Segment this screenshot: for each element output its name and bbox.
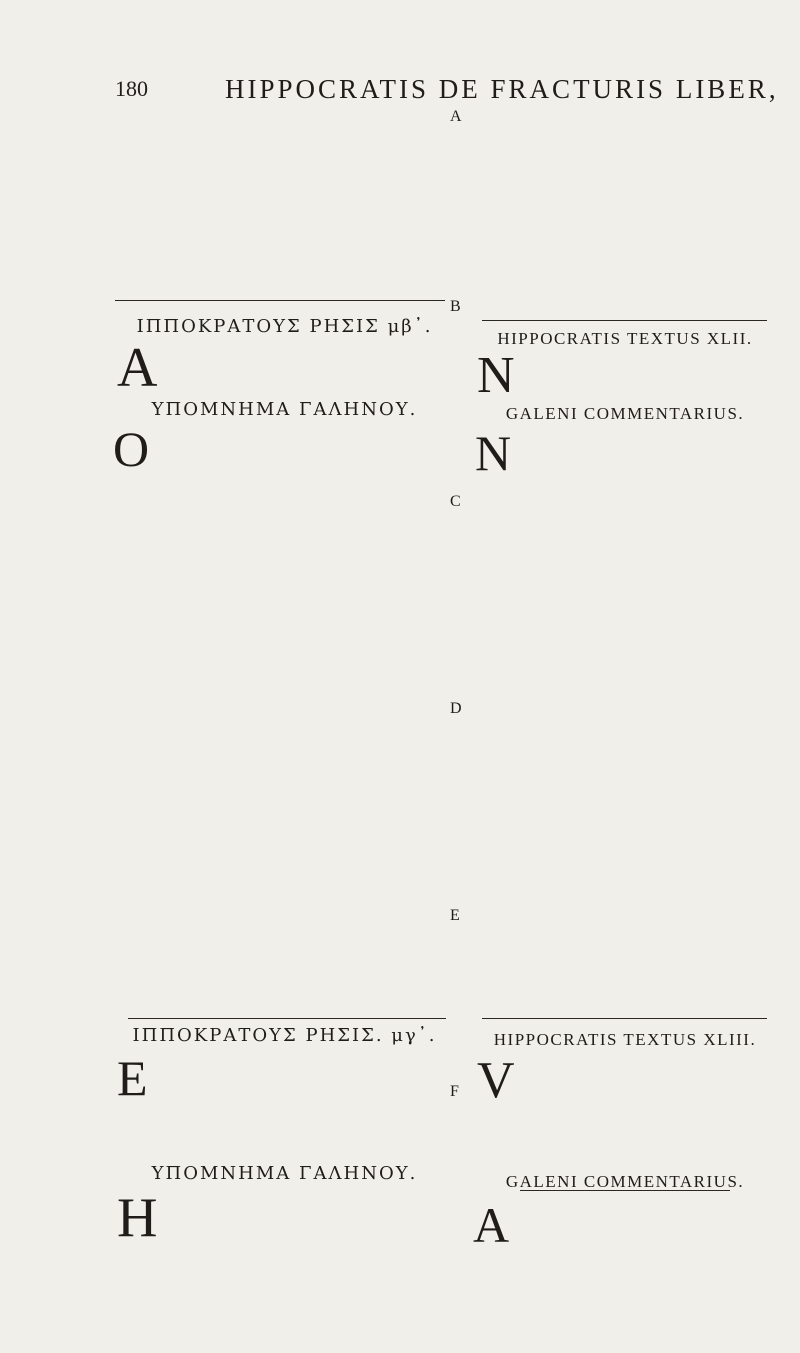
drop-cap: A [473, 1197, 510, 1253]
margin-letter-d: D [450, 700, 462, 717]
galen-commentary-heading-latin: GALENI COMMENTARIUS. [505, 404, 745, 423]
margin-letter-e: E [450, 907, 460, 924]
section-rule [482, 1018, 767, 1019]
margin-letter-c: C [450, 493, 461, 510]
drop-cap: Ο [113, 421, 150, 477]
margin-letter-f: F [450, 1083, 459, 1100]
margin-letter-a: A [450, 108, 462, 125]
galen-commentary-heading-greek: ΥΠΟΜΝΗΜΑ ΓΑΛΗΝΟΥ. [151, 399, 418, 420]
section-rule [128, 1018, 446, 1019]
galen-commentary-heading-latin-2: GALENI COMMENTARIUS. [505, 1172, 745, 1191]
galen-commentary-heading-greek-2: ΥΠΟΜΝΗΜΑ ΓΑΛΗΝΟΥ. [151, 1163, 418, 1184]
drop-cap: Α [117, 337, 158, 399]
hippocrates-text-heading-43-greek: ΙΠΠΟΚΡΑΤΟΥΣ ΡΗΣΙΣ. μγ᾽. [132, 1025, 437, 1046]
hippocrates-text-heading-43-latin: HIPPOCRATIS TEXTUS XLIII. [493, 1030, 757, 1049]
drop-cap: V [477, 1052, 515, 1109]
margin-letter-b: B [450, 298, 461, 315]
drop-cap: Ε [117, 1050, 148, 1106]
hippocrates-text-heading-42-greek: ΙΠΠΟΚΡΑΤΟΥΣ ΡΗΣΙΣ μβ᾽. [136, 316, 433, 337]
drop-cap: N [475, 425, 512, 481]
running-title: HIPPOCRATIS DE FRACTURIS LIBER, [225, 74, 779, 104]
hippocrates-text-heading-42-latin: HIPPOCRATIS TEXTUS XLII. [497, 329, 753, 348]
drop-cap: N [477, 347, 515, 404]
section-rule [482, 320, 767, 321]
page-number: 180 [115, 76, 148, 101]
heading-underline [520, 1190, 730, 1191]
section-rule [115, 300, 445, 301]
drop-cap: Η [117, 1187, 158, 1249]
